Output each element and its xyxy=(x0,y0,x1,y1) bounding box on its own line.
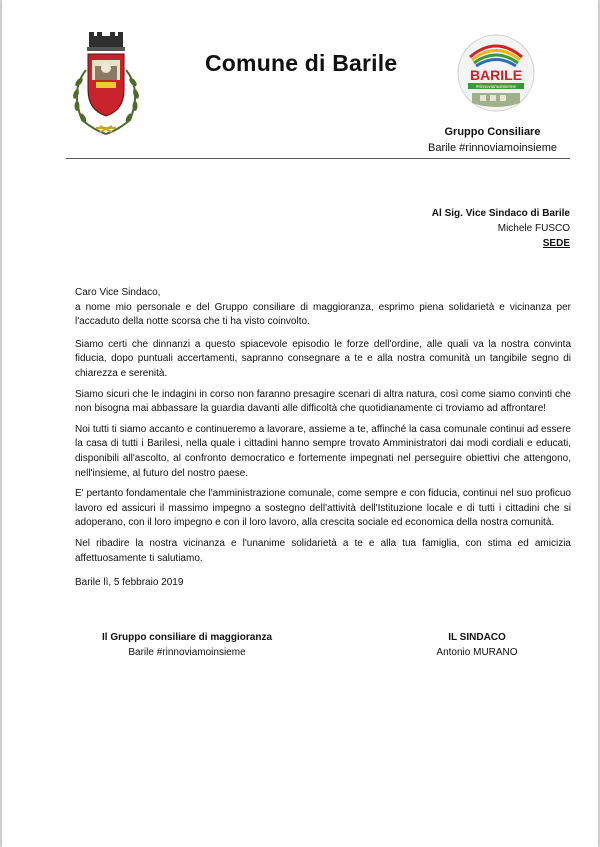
header-divider xyxy=(66,158,570,159)
recipient-line-2: Michele FUSCO xyxy=(497,223,570,234)
recipient-line-3: SEDE xyxy=(542,238,570,249)
paragraph: Nel ribadire la nostra vicinanza e l'unanime solidarietà a te e alla tua famiglia, con stima ed amicizia affettuosamente ti salutiamo. xyxy=(75,537,571,564)
signature-right xyxy=(407,630,547,660)
paragraph: E' pertanto fondamentale che l'amministrazione comunale, come sempre e con fiducia, continui nel suo proficuo lavoro ed assicuri il massimo impegno a sostegno dell'attività dell'Istituzione locale e di tutti i cittadini che si adoperano, con il loro impegno e con il loro lavoro, alla crescita sociale ed economica della nostra comunità. xyxy=(75,488,571,529)
paragraph: Siamo certi che dinnanzi a questo spiacevole episodio le forze dell'ordine, alle quali va la nostra convinta fiducia, dopo puntuali accertamenti, sapranno consegnare a te e alla nostra comunità un tangibile segno di chiarezza e serenità. xyxy=(75,338,571,379)
salutation: Caro Vice Sindaco, xyxy=(75,287,161,298)
barile-logo-icon xyxy=(456,33,536,113)
logo-text: BARILE xyxy=(469,67,523,83)
signature-right-title: IL SINDACO xyxy=(448,632,506,643)
letter-body xyxy=(75,286,571,591)
coat-of-arms-icon xyxy=(66,30,146,138)
group-name: Gruppo Consiliare xyxy=(444,126,541,138)
page-title: Comune di Barile xyxy=(205,50,398,76)
logo-subtext: #rinnoviamoinsieme xyxy=(475,84,517,89)
paragraph: Siamo sicuri che le indagini in corso non faranno presagire scenari di altra natura, così come siamo convinti che non bisogna mai abbassare la guardia davanti alle difficoltà che quotidianamente ci troviamo ad affrontare! xyxy=(75,388,571,415)
paragraph: a nome mio personale e del Gruppo consiliare di maggioranza, esprimo piena solidarietà e vicinanza per l'accaduto della notte scorsa che ti ha visto coinvolto. xyxy=(75,301,571,328)
signature-left-title: Il Gruppo consiliare di maggioranza xyxy=(101,632,273,643)
letter-date: Barile lì, 5 febbraio 2019 xyxy=(75,577,184,589)
letter-page xyxy=(2,0,598,847)
signature-right-sub: Antonio MURANO xyxy=(436,647,518,658)
signature-left-sub: Barile #rinnoviamoinsieme xyxy=(128,647,246,658)
signature-left xyxy=(82,630,292,660)
recipient-line-1: Al Sig. Vice Sindaco di Barile xyxy=(431,208,570,219)
paragraph: Noi tutti ti siamo accanto e continueremo a lavorare, assieme a te, affinché la casa comunale continui ad essere la casa di tutti i Barilesi, nella quale i cittadini hanno sempre trovato Amministratori dai modi cordiali e educati, disponibili all'ascolto, al confronto democratico e fortemente impegnati nel perseguire obiettivi che attengono, nell'insieme, al futuro del nostro paese. xyxy=(75,423,571,479)
recipient-block xyxy=(432,206,570,251)
group-tagline: Barile #rinnoviamoinsieme xyxy=(427,142,557,154)
group-block xyxy=(428,124,557,156)
